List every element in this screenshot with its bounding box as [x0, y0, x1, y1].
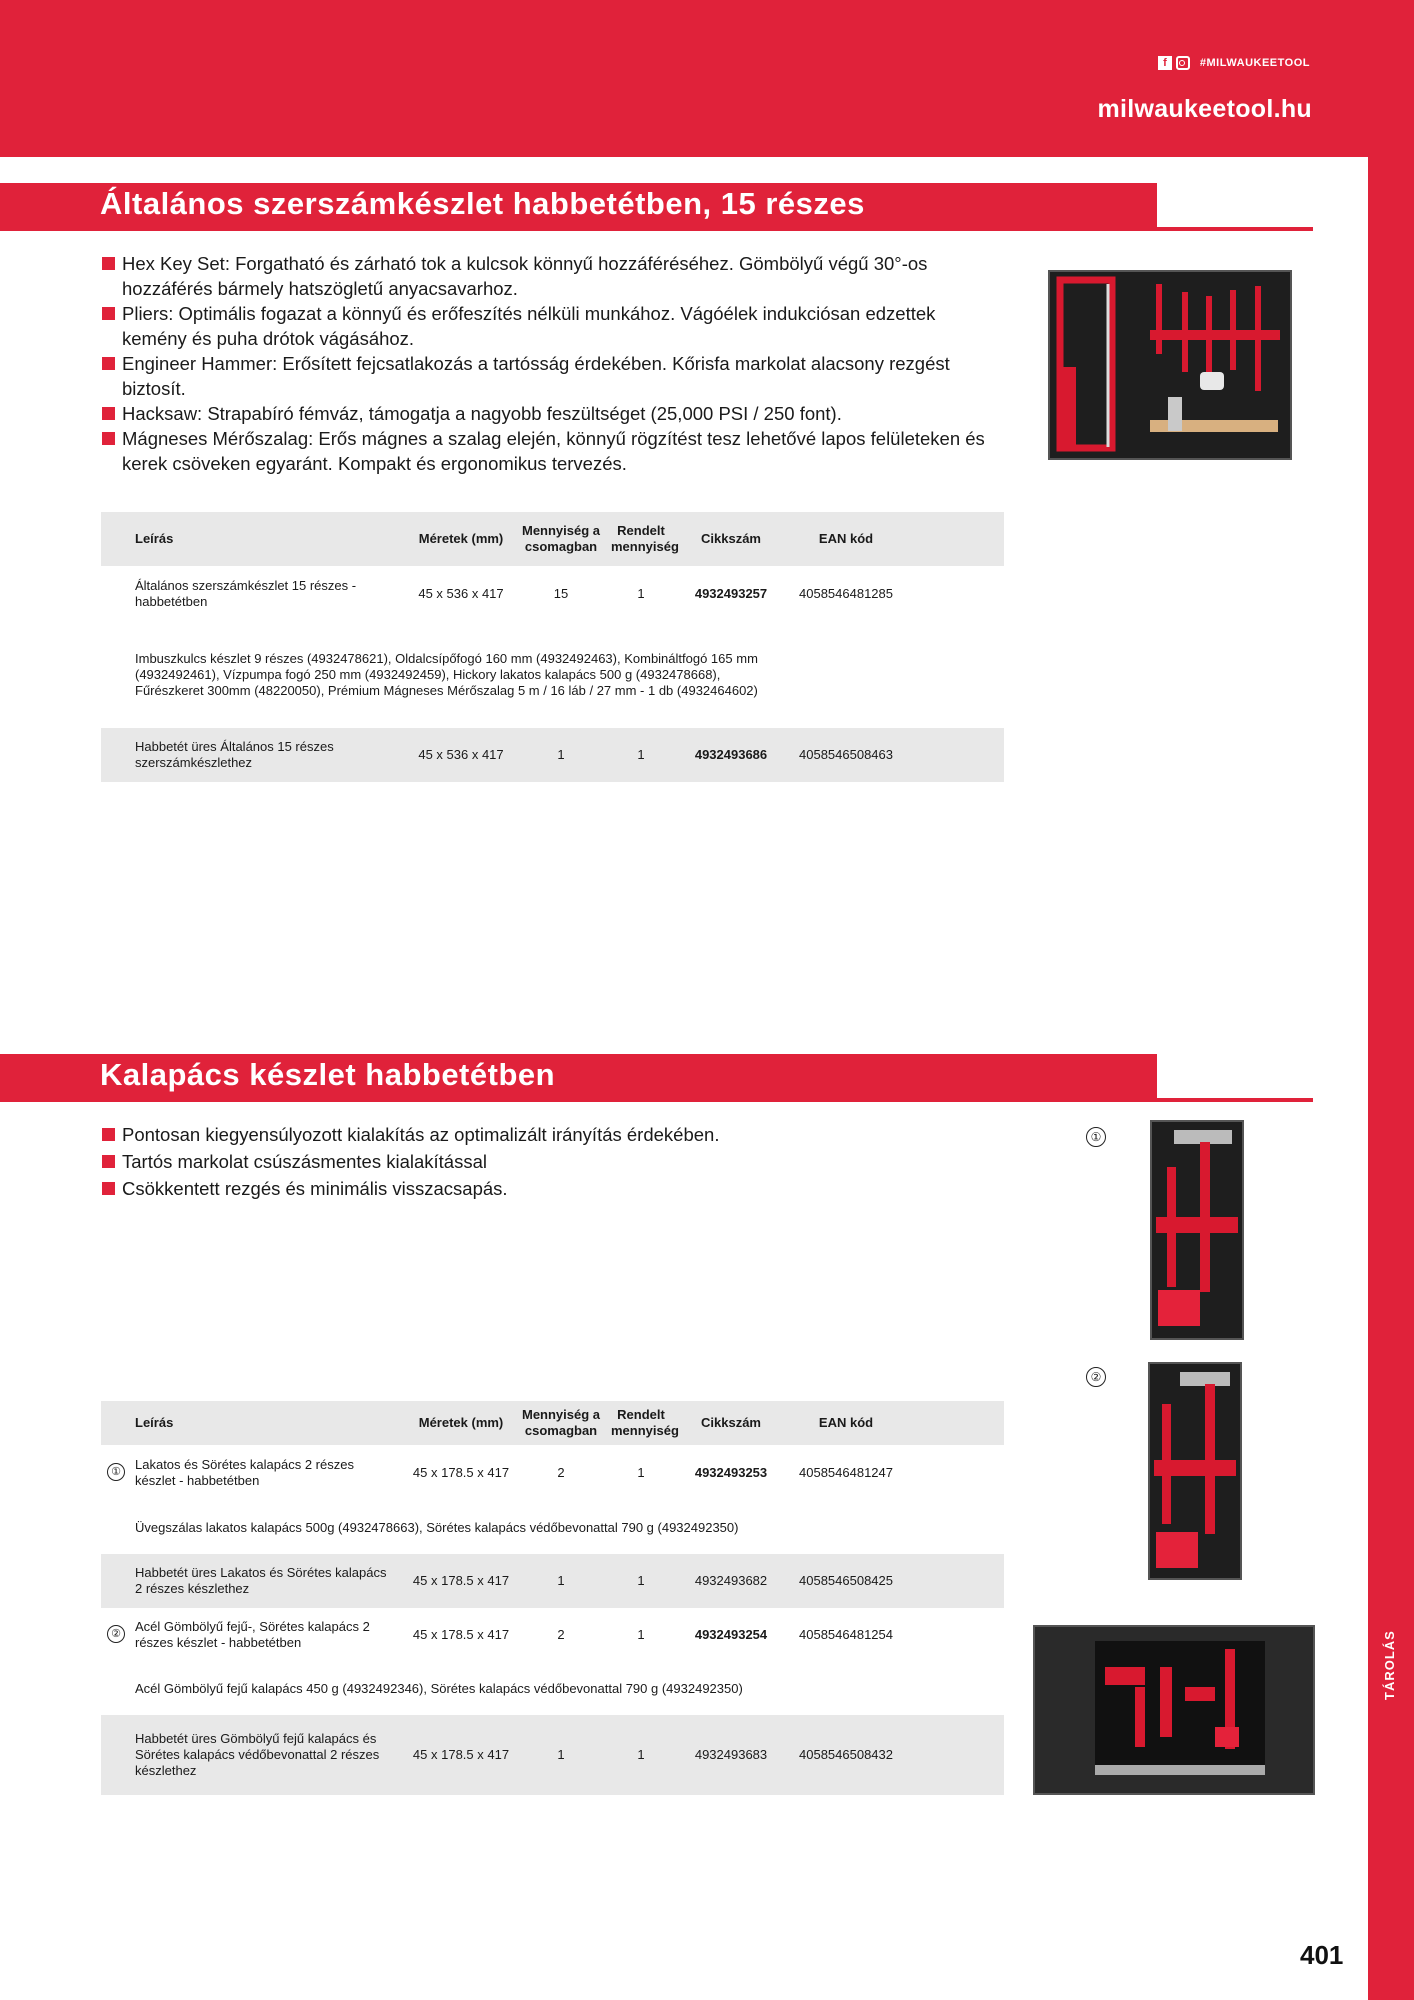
col-header-dims: Méretek (mm) [418, 531, 504, 546]
cell-order: 1 [637, 1747, 645, 1762]
cell-qty: 1 [557, 1747, 565, 1762]
cell-dims: 45 x 536 x 417 [418, 586, 504, 601]
section1-bullet-list [102, 251, 1002, 476]
table-row [101, 566, 1004, 622]
cell-order: 1 [637, 747, 645, 762]
table-note-row [101, 622, 1004, 728]
product-photo-hammer-set-1 [1150, 1120, 1244, 1340]
cell-order: 1 [637, 1573, 645, 1588]
cell-ean: 4058546481247 [799, 1465, 893, 1480]
facebook-icon[interactable]: f [1158, 56, 1172, 70]
col-header-desc: Leírás [135, 531, 174, 546]
cell-dims: 45 x 178.5 x 417 [412, 1627, 510, 1642]
cell-desc: Habbetét üres Lakatos és Sörétes kalapács 2 részes készlethez [135, 1565, 387, 1596]
toolset-foam-illustration [1050, 272, 1290, 458]
drawer-illustration [1035, 1627, 1313, 1793]
hammer-set-2-illustration [1150, 1364, 1240, 1578]
table-row [101, 1554, 1004, 1608]
cell-sku: 4932493254 [694, 1627, 768, 1642]
cell-ean: 4058546481285 [799, 586, 893, 601]
col-header-order: Rendelt mennyiség [611, 1407, 679, 1438]
side-bar [1368, 157, 1414, 2000]
cell-qty: 1 [557, 747, 565, 762]
cell-note: Imbuszkulcs készlet 9 részes (4932478621), Oldalcsípőfogó 160 mm (4932492463), Kombináltfogó 165 mm (4932492461), Vízpumpa fogó 250 mm (4932492459), Hickory lakatos kalapács 500 g (4932478668), Fűrészkeret 300mm (48220050), Prémium Mágneses Mérőszalag 5 m / 16 láb / 27 mm - 1 db (4932464602) [135, 651, 758, 698]
marker-2: ② [1086, 1367, 1106, 1387]
cell-order: 1 [637, 1465, 645, 1480]
bullet-item: Hacksaw: Strapabíró fémváz, támogatja a nagyobb feszültséget (25,000 PSI / 250 font). [102, 401, 1002, 426]
hammer-set-1-illustration [1152, 1122, 1242, 1338]
cell-qty: 2 [557, 1465, 565, 1480]
cell-sku: 4932493683 [694, 1747, 768, 1762]
side-label: TÁROLÁS [1382, 1630, 1397, 1700]
table-row [101, 1445, 1004, 1501]
col-header-ean: EAN kód [818, 531, 874, 546]
cell-sku: 4932493257 [694, 586, 768, 601]
col-header-qty: Mennyiség a csomagban [521, 523, 601, 554]
cell-qty: 15 [553, 586, 569, 601]
bullet-item: Pontosan kiegyensúlyozott kialakítás az optimalizált irányítás érdekében. [102, 1122, 962, 1147]
cell-sku: 4932493253 [694, 1465, 768, 1480]
table-header-row [101, 512, 1004, 566]
page-number: 401 [1300, 1940, 1344, 1970]
cell-desc: Acél Gömbölyű fejű-, Sörétes kalapács 2 részes készlet - habbetétben [135, 1619, 370, 1650]
cell-dims: 45 x 178.5 x 417 [412, 1747, 510, 1762]
bullet-item: Tartós markolat csúszásmentes kialakítással [102, 1149, 962, 1174]
table-note-row [101, 1501, 1004, 1554]
bullet-item: Mágneses Mérőszalag: Erős mágnes a szalag elején, könnyű rögzítést tesz lehetővé lapos felületeken és kerek csöveken egyaránt. Kompakt és ergonomikus tervezés. [102, 426, 1002, 476]
cell-dims: 45 x 178.5 x 417 [412, 1573, 510, 1588]
cell-desc: Általános szerszámkészlet 15 részes - habbetétben [135, 578, 357, 609]
cell-order: 1 [637, 1627, 645, 1642]
bullet-item: Hex Key Set: Forgatható és zárható tok a kulcsok könnyű hozzáféréséhez. Gömbölyű végű 30°-os hozzáférés bármely hatszögletű anyacsavarhoz. [102, 251, 1002, 301]
cell-desc: Habbetét üres Általános 15 részes szerszámkészlethez [135, 739, 334, 770]
col-header-dims: Méretek (mm) [418, 1415, 504, 1430]
section2-spec-table [101, 1401, 1004, 1795]
cell-sku: 4932493682 [694, 1573, 768, 1588]
col-header-sku: Cikkszám [701, 1415, 761, 1430]
product-photo-drawer [1033, 1625, 1315, 1795]
section2-rule [1157, 1098, 1313, 1102]
table-row [101, 1715, 1004, 1795]
section1-title: Általános szerszámkészlet habbetétben, 15 részes [100, 186, 865, 221]
cell-sku: 4932493686 [694, 747, 768, 762]
cell-qty: 1 [557, 1573, 565, 1588]
cell-qty: 2 [557, 1627, 565, 1642]
col-header-ean: EAN kód [818, 1415, 874, 1430]
cell-desc: Habbetét üres Gömbölyű fejű kalapács és Sörétes kalapács védőbevonattal 2 részes készlethez [135, 1731, 380, 1778]
bullet-item: Pliers: Optimális fogazat a könnyű és erőfeszítés nélküli munkához. Vágóélek indukciósan edzettek kemény és puha drótok vágásához. [102, 301, 1002, 351]
hashtag: #MILWAUKEETOOL [1199, 57, 1310, 69]
table-row [101, 1608, 1004, 1662]
cell-desc: Lakatos és Sörétes kalapács 2 részes készlet - habbetétben [135, 1457, 354, 1488]
cell-note: Üvegszálas lakatos kalapács 500g (4932478663), Sörétes kalapács védőbevonattal 790 g (4932492350) [135, 1519, 739, 1535]
cell-dims: 45 x 536 x 417 [418, 747, 504, 762]
instagram-icon[interactable] [1176, 56, 1190, 70]
row-marker-1: ① [107, 1463, 125, 1481]
cell-order: 1 [637, 586, 645, 601]
table-note-row [101, 1662, 1004, 1715]
cell-ean: 4058546481254 [799, 1627, 893, 1642]
product-photo-hammer-set-2 [1148, 1362, 1242, 1580]
bullet-item: Engineer Hammer: Erősített fejcsatlakozás a tartósság érdekében. Kőrisfa markolat alacsony rezgést biztosít. [102, 351, 1002, 401]
header-bar [0, 0, 1414, 157]
row-marker-2: ② [107, 1625, 125, 1643]
table-header-row [101, 1401, 1004, 1445]
cell-ean: 4058546508432 [799, 1747, 893, 1762]
cell-dims: 45 x 178.5 x 417 [412, 1465, 510, 1480]
section1-rule [1157, 227, 1313, 231]
product-photo-toolset-15 [1048, 270, 1292, 460]
cell-ean: 4058546508425 [799, 1573, 893, 1588]
section2-title: Kalapács készlet habbetétben [100, 1057, 556, 1092]
site-url[interactable]: milwaukeetool.hu [1097, 95, 1312, 123]
bullet-item: Csökkentett rezgés és minimális visszacsapás. [102, 1176, 962, 1201]
col-header-qty: Mennyiség a csomagban [521, 1407, 601, 1438]
section1-spec-table [101, 512, 1004, 782]
cell-note: Acél Gömbölyű fejű kalapács 450 g (4932492346), Sörétes kalapács védőbevonattal 790 g (4932492350) [135, 1680, 743, 1696]
table-row [101, 728, 1004, 782]
marker-1: ① [1086, 1127, 1106, 1147]
social-links [1158, 56, 1310, 70]
col-header-desc: Leírás [135, 1415, 174, 1430]
col-header-order: Rendelt mennyiség [611, 523, 679, 554]
col-header-sku: Cikkszám [701, 531, 761, 546]
cell-ean: 4058546508463 [799, 747, 893, 762]
section2-bullet-list [102, 1122, 962, 1203]
